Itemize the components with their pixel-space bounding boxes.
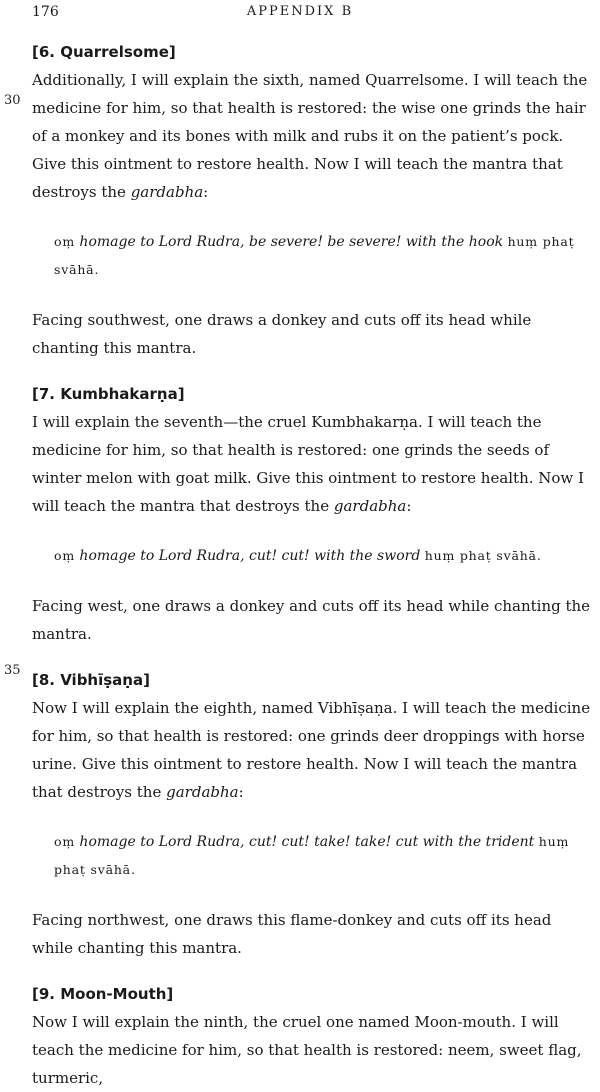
running-head <box>0 4 600 24</box>
margin-line-number: 30 <box>4 93 21 108</box>
section-heading: [6. Quarrelsome] <box>32 43 176 61</box>
section-heading: [7. Kumbhakarṇa] <box>32 385 185 403</box>
mantra: oṃ homage to Lord Rudra, cut! cut! take! take! cut with the trident huṃ phaṭ svāhā. <box>54 834 570 877</box>
page-content <box>32 38 592 1092</box>
paragraph: Additionally, I will explain the sixth, named Quarrelsome. I will teach the medicine for him, so that health is restored: the wise one grinds the hair of a monkey and its bones with milk and rubs it on the patient’s pock. Give this ointment to restore health. Now I will teach the mantra that destroys the gardabha: <box>32 71 588 201</box>
section-heading: [9. Moon-Mouth] <box>32 985 174 1003</box>
paragraph: Facing southwest, one draws a donkey and cuts off its head while chanting this mantra. <box>32 311 532 357</box>
mantra: oṃ homage to Lord Rudra, cut! cut! with the sword huṃ phaṭ svāhā. <box>54 548 542 564</box>
paragraph: Facing west, one draws a donkey and cuts off its head while chanting the mantra. <box>32 597 591 643</box>
page-number: 176 <box>32 4 59 20</box>
margin-line-number: 35 <box>4 663 21 678</box>
mantra: oṃ homage to Lord Rudra, be severe! be severe! with the hook huṃ phaṭ svāhā. <box>54 234 575 277</box>
italic-term: gardabha <box>166 783 239 801</box>
paragraph: Now I will explain the ninth, the cruel one named Moon-mouth. I will teach the medicine for him, so that health is restored: neem, sweet flag, turmeric, <box>32 1013 582 1087</box>
italic-term: gardabha <box>333 497 407 515</box>
paragraph: Now I will explain the eighth, named Vibhīṣaṇa. I will teach the medicine for him, so that health is restored: one grinds deer droppings with horse urine. Give this ointment to restore health. Now I will teach the mantra that destroys the gardabha: <box>32 699 591 801</box>
italic-term: gardabha <box>130 183 204 201</box>
section-heading: [8. Vibhīṣaṇa] <box>32 671 150 689</box>
paragraph: I will explain the seventh—the cruel Kumbhakarṇa. I will teach the medicine for him, so that health is restored: one grinds the seeds of winter melon with goat milk. Give this ointment to restore health. Now I will teach the mantra that destroys the gardabha: <box>32 413 584 515</box>
paragraph: Facing northwest, one draws this flame-donkey and cuts off its head while chanting this mantra. <box>32 911 552 957</box>
running-head-title: APPENDIX B <box>246 4 354 19</box>
